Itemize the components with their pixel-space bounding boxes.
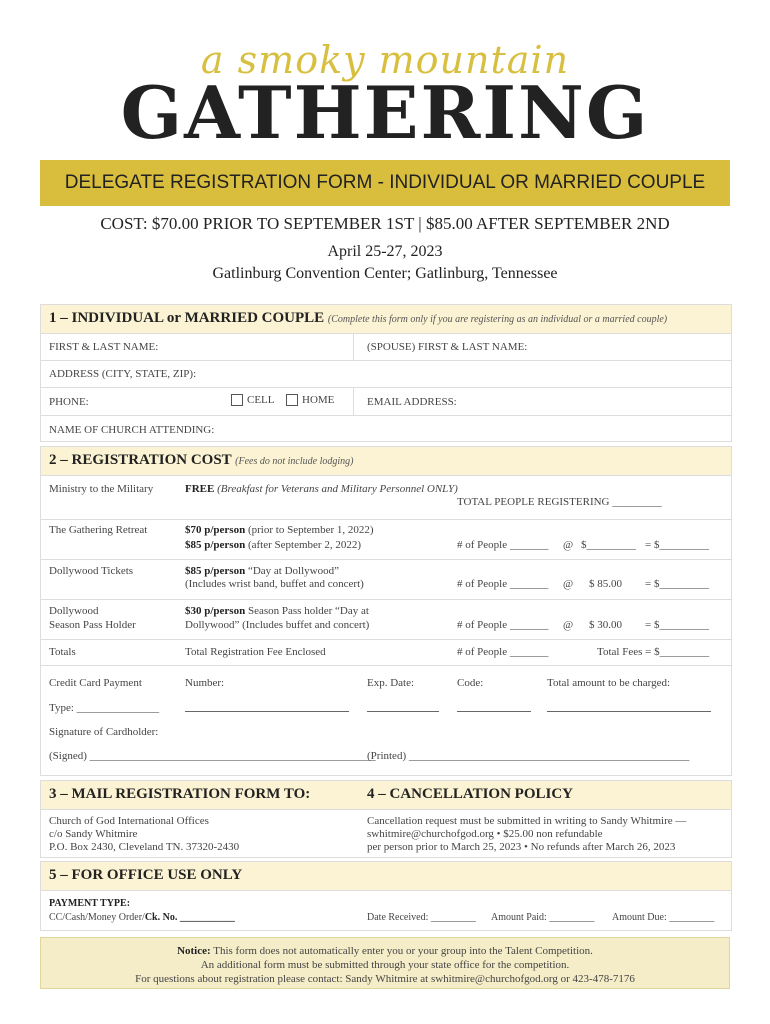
price-text: FREE [185, 483, 215, 495]
section-5-header [41, 862, 731, 891]
event-venue: Gatlinburg Convention Center; Gatlinburg, Tennessee [212, 265, 558, 282]
row-desc: (Includes wrist band, buffet and concert) [185, 578, 364, 590]
total-fee-label: Total Registration Fee Enclosed [185, 646, 326, 658]
amount-paid-field[interactable]: Amount Paid: _________ [491, 912, 595, 923]
form-title-band [40, 160, 730, 206]
row-desc: Dollywood” (Includes buffet and concert) [185, 619, 370, 631]
total-people-field[interactable]: TOTAL PEOPLE REGISTERING _________ [457, 496, 662, 508]
phone-field[interactable]: PHONE: [49, 396, 89, 408]
price-text: $70 p/person [185, 524, 246, 536]
section-2-header [41, 447, 731, 476]
row-label: Ministry to the Military [49, 483, 154, 495]
divider [41, 387, 731, 388]
totals-label: Totals [49, 646, 76, 658]
row-label: Dollywood [49, 605, 99, 617]
row-label: The Gathering Retreat [49, 524, 148, 536]
price-note: (prior to September 1, 2022) [247, 524, 374, 536]
divider [41, 559, 731, 560]
price-text: $30 p/person [185, 605, 246, 617]
section-mail-cancel [40, 780, 732, 858]
price-text: $85 p/person [185, 565, 246, 577]
card-type-field[interactable]: Type: _______________ [49, 702, 160, 714]
checkbox-icon [231, 394, 243, 406]
form-title: DELEGATE REGISTRATION FORM - INDIVIDUAL OR MARRIED COUPLE [64, 172, 706, 193]
section-registration-cost [40, 446, 732, 776]
divider [41, 415, 731, 416]
cell-checkbox[interactable] [231, 394, 275, 406]
price-text: $85 p/person [185, 539, 246, 551]
notice-text: This form does not automatically enter you or your group into the Talent Competition. [213, 945, 593, 957]
people-field[interactable]: # of People _______ [457, 539, 549, 551]
subtotal-field[interactable]: = $_________ [645, 578, 709, 590]
divider [41, 639, 731, 640]
price-note: Season Pass holder “Day at [247, 605, 369, 617]
mail-line: P.O. Box 2430, Cleveland TN. 37320-2430 [49, 841, 240, 853]
section-3-4-header [41, 781, 731, 810]
mail-line: c/o Sandy Whitmire [49, 828, 138, 840]
credit-card-label: Credit Card Payment [49, 677, 142, 689]
code-field[interactable] [457, 711, 531, 712]
divider [41, 599, 731, 600]
divider [41, 519, 731, 520]
cost-line: COST: $70.00 PRIOR TO SEPTEMBER 1ST | $85.00 AFTER SEPTEMBER 2ND [100, 214, 670, 233]
at-symbol: @ [563, 578, 574, 590]
at-symbol: @ [563, 619, 574, 631]
home-checkbox[interactable] [286, 394, 334, 406]
section-1-title: 1 – INDIVIDUAL or MARRIED COUPLE [49, 310, 325, 326]
charged-label: Total amount to be charged: [547, 677, 671, 689]
checkbox-icon [286, 394, 298, 406]
divider [353, 387, 354, 415]
cell-label: CELL [247, 394, 275, 406]
divider [41, 665, 731, 666]
methods-text: CC/Cash/Money Order/ [49, 912, 145, 923]
price-note: (after September 2, 2022) [247, 539, 361, 551]
email-field[interactable]: EMAIL ADDRESS: [367, 396, 457, 408]
exp-date-field[interactable] [367, 711, 439, 712]
section-3-title: 3 – MAIL REGISTRATION FORM TO: [49, 786, 311, 802]
notice-line: An additional form must be submitted through your state office for the competition. [200, 959, 570, 971]
notice-label: Notice: [177, 945, 211, 957]
cancel-line: swhitmire@churchofgod.org • $25.00 non refundable [367, 828, 603, 840]
section-1-note: (Complete this form only if you are registering as an individual or a married couple) [327, 314, 668, 325]
price-note: (Breakfast for Veterans and Military Personnel ONLY) [217, 483, 458, 495]
section-5-title: 5 – FOR OFFICE USE ONLY [49, 867, 243, 883]
section-1-header [41, 305, 731, 334]
price-value: $ 85.00 [589, 578, 622, 590]
section-2-note: (Fees do not include lodging) [235, 456, 354, 467]
script-title: a smoky mountain [200, 38, 570, 82]
payment-type-label: PAYMENT TYPE: [49, 898, 131, 909]
event-date: April 25-27, 2023 [327, 243, 443, 260]
payment-methods [49, 912, 235, 923]
spouse-name-field[interactable]: (SPOUSE) FIRST & LAST NAME: [367, 341, 528, 353]
price-field[interactable]: $_________ [581, 539, 636, 551]
subtotal-field[interactable]: = $_________ [645, 619, 709, 631]
section-individual [40, 304, 732, 442]
divider [353, 334, 354, 360]
row-desc [185, 524, 374, 536]
row-label: Season Pass Holder [49, 619, 136, 631]
main-title: GATHERING [120, 70, 650, 155]
amount-due-field[interactable]: Amount Due: _________ [612, 912, 715, 923]
cancel-line: per person prior to March 25, 2023 • No refunds after March 26, 2023 [367, 841, 676, 853]
date-received-field[interactable]: Date Received: _________ [367, 912, 476, 923]
card-number-label: Number: [185, 677, 225, 689]
signature-label: Signature of Cardholder: [49, 726, 159, 738]
total-fees-field[interactable]: Total Fees = $_________ [597, 646, 710, 658]
section-4-title: 4 – CANCELLATION POLICY [367, 786, 573, 802]
row-label: Dollywood Tickets [49, 565, 134, 577]
total-people-field[interactable]: # of People _______ [457, 646, 549, 658]
address-field[interactable]: ADDRESS (CITY, STATE, ZIP): [49, 368, 197, 380]
at-symbol: @ [563, 539, 574, 551]
row-desc [185, 539, 361, 551]
check-number-field[interactable]: Ck. No. ___________ [144, 912, 235, 923]
cancel-line: Cancellation request must be submitted in writing to Sandy Whitmire — [367, 815, 687, 827]
row-desc [185, 605, 369, 617]
section-2-title: 2 – REGISTRATION COST [49, 452, 232, 468]
people-field[interactable]: # of People _______ [457, 578, 549, 590]
mail-line: Church of God International Offices [49, 815, 209, 827]
people-field[interactable]: # of People _______ [457, 619, 549, 631]
church-field[interactable]: NAME OF CHURCH ATTENDING: [49, 424, 215, 436]
signed-field[interactable]: (Signed) ____________________________________________________ [49, 750, 376, 762]
divider [41, 360, 731, 361]
exp-date-label: Exp. Date: [367, 677, 415, 689]
row-desc [185, 483, 458, 495]
printed-field[interactable]: (Printed) ___________________________________________________ [367, 750, 690, 762]
card-number-field[interactable] [185, 711, 349, 712]
notice-line: For questions about registration please contact: Sandy Whitmire at swhitmire@churchofgod.org or 423-478-7176 [135, 973, 635, 985]
home-label: HOME [302, 394, 335, 406]
code-label: Code: [457, 677, 484, 689]
first-last-name-field[interactable]: FIRST & LAST NAME: [49, 341, 159, 353]
price-note: “Day at Dollywood” [247, 565, 339, 577]
price-value: $ 30.00 [589, 619, 622, 631]
notice-box [40, 937, 730, 989]
row-desc [185, 565, 339, 577]
notice-line [41, 944, 729, 958]
section-office-use [40, 861, 732, 931]
charged-field[interactable] [547, 711, 711, 712]
subtotal-field[interactable]: = $_________ [645, 539, 709, 551]
